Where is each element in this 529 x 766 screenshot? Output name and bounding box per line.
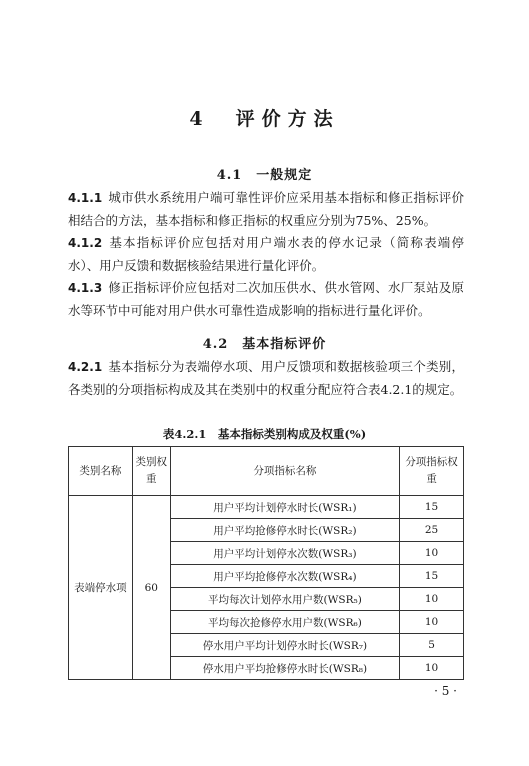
weights-table — [68, 446, 464, 680]
category-weight-cell: 60 — [132, 496, 170, 680]
header-item-weight: 分项指标权重 — [400, 447, 464, 496]
category-name-cell: 表端停水项 — [69, 496, 133, 680]
item-name-cell: 平均每次抢修停水用户数(WSR₆) — [170, 611, 399, 634]
item-weight-cell: 10 — [400, 542, 464, 565]
item-weight-cell: 10 — [400, 657, 464, 680]
header-category-weight: 类别权重 — [132, 447, 170, 496]
clause-text: 城市供水系统用户端可靠性评价应采用基本指标和修正指标评价相结合的方法，基本指标和修正指标的权重应分别为75%、25%。 — [68, 190, 464, 228]
clause-number: 4.1.2 — [68, 236, 103, 250]
clause-4-1-1 — [68, 187, 464, 232]
item-name-cell: 停水用户平均抢修停水时长(WSR₈) — [170, 657, 399, 680]
item-name-cell: 用户平均抢修停水时长(WSR₂) — [170, 519, 399, 542]
clause-4-2-1 — [68, 356, 464, 401]
item-weight-cell: 25 — [400, 519, 464, 542]
clause-number: 4.2.1 — [68, 360, 103, 374]
clause-number: 4.1.1 — [68, 191, 103, 205]
clause-4-1-3 — [68, 277, 464, 322]
item-weight-cell: 15 — [400, 565, 464, 588]
section-heading-4-1: 4.1 一般规定 — [216, 168, 313, 183]
item-name-cell: 用户平均抢修停水次数(WSR₄) — [170, 565, 399, 588]
header-item: 分项指标名称 — [170, 447, 399, 496]
item-name-cell: 平均每次计划停水用户数(WSR₅) — [170, 588, 399, 611]
item-name-cell: 停水用户平均计划停水时长(WSR₇) — [170, 634, 399, 657]
table-row — [69, 496, 464, 519]
clause-text: 基本指标评价应包括对用户端水表的停水记录（简称表端停水）、用户反馈和数据核验结果进行量化评价。 — [68, 235, 464, 273]
item-name-cell: 用户平均计划停水时长(WSR₁) — [170, 496, 399, 519]
page-number: · 5 · — [434, 684, 457, 698]
chapter-title: 4 评价方法 — [189, 108, 340, 130]
clause-text: 修正指标评价应包括对二次加压供水、供水管网、水厂泵站及原水等环节中可能对用户供水可靠性造成影响的指标进行量化评价。 — [68, 280, 464, 318]
item-name-cell: 用户平均计划停水次数(WSR₃) — [170, 542, 399, 565]
item-weight-cell: 10 — [400, 588, 464, 611]
table-caption: 表4.2.1 基本指标类别构成及权重(%) — [162, 427, 367, 441]
item-weight-cell: 10 — [400, 611, 464, 634]
clause-number: 4.1.3 — [68, 281, 103, 295]
item-weight-cell: 5 — [400, 634, 464, 657]
section-heading-4-2: 4.2 基本指标评价 — [202, 337, 327, 352]
item-weight-cell: 15 — [400, 496, 464, 519]
clause-text: 基本指标分为表端停水项、用户反馈项和数据核验项三个类别，各类别的分项指标构成及其在类别中的权重分配应符合表4.2.1的规定。 — [68, 359, 464, 397]
table-header-row — [69, 447, 464, 496]
header-category: 类别名称 — [69, 447, 133, 496]
clause-4-1-2 — [68, 232, 464, 277]
